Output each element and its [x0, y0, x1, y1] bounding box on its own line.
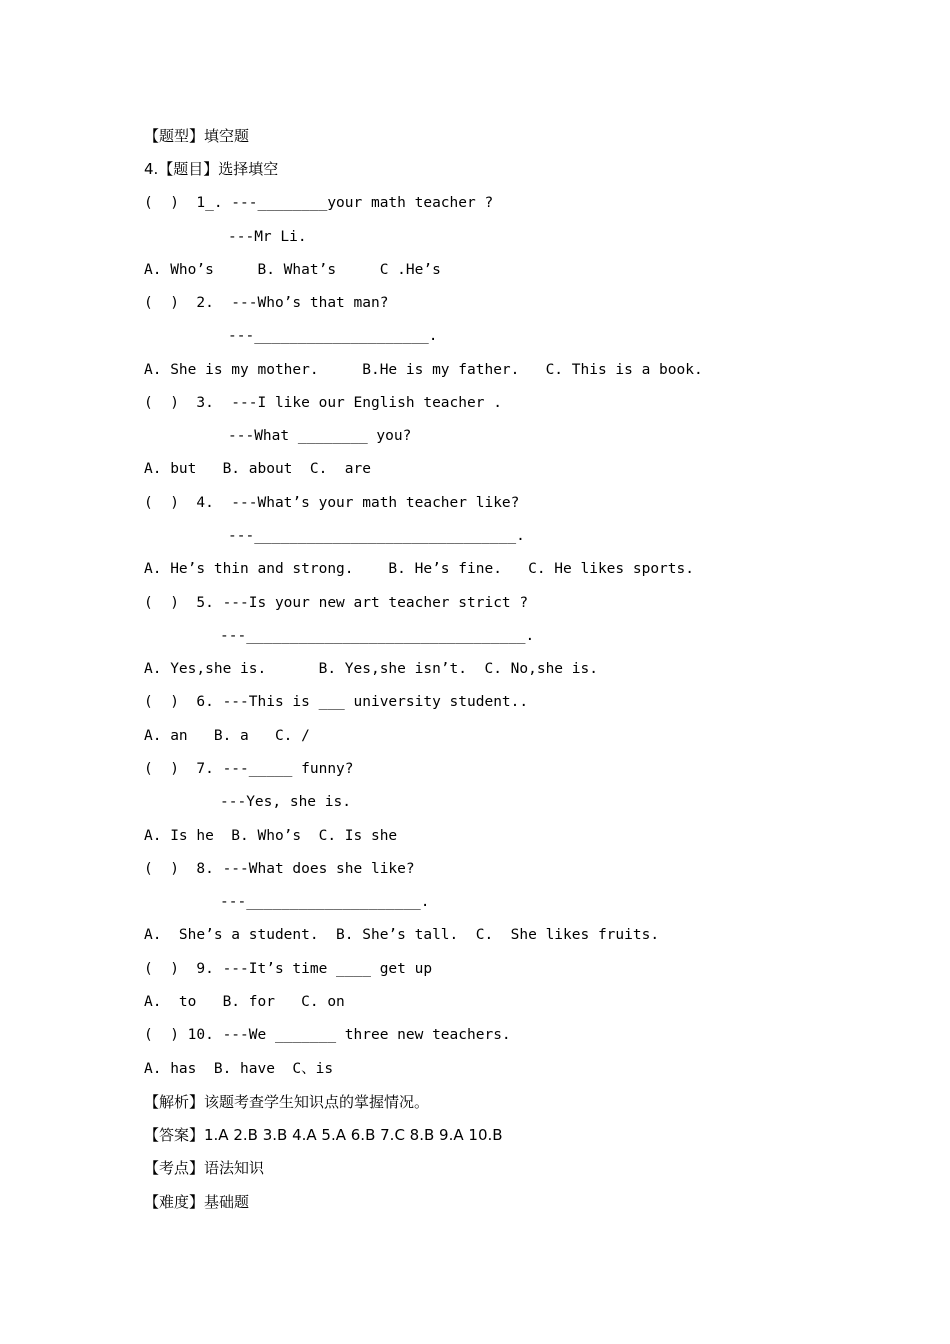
- question-3-reply: ---What ________ you?: [228, 428, 412, 444]
- question-3-options: A. but B. about C. are: [144, 461, 371, 477]
- question-4-stem: ( ) 4. ---What’s your math teacher like?: [144, 495, 520, 511]
- question-2-reply: ---____________________.: [228, 328, 438, 344]
- answer-line: 【答案】1.A 2.B 3.B 4.A 5.A 6.B 7.C 8.B 9.A 10.B: [144, 1126, 503, 1144]
- difficulty-line: 【难度】基础题: [144, 1193, 250, 1211]
- question-7-reply: ---Yes, she is.: [220, 794, 351, 810]
- question-5-options: A. Yes,she is. B. Yes,she isn’t. C. No,she is.: [144, 661, 598, 677]
- question-4-options: A. He’s thin and strong. B. He’s fine. C. He likes sports.: [144, 561, 694, 577]
- question-8-reply: ---____________________.: [220, 894, 430, 910]
- question-2-stem: ( ) 2. ---Who’s that man?: [144, 295, 389, 311]
- question-9-options: A. to B. for C. on: [144, 994, 345, 1010]
- question-5-stem: ( ) 5. ---Is your new art teacher strict ?: [144, 595, 529, 611]
- question-1-options: A. Who’s B. What’s C .He’s: [144, 262, 441, 278]
- question-type-line: 【题型】填空题: [144, 127, 250, 145]
- knowledge-point-line: 【考点】语法知识: [144, 1159, 265, 1177]
- question-10-options: A. has B. have C、is: [144, 1061, 334, 1077]
- question-4-reply: ---______________________________.: [228, 528, 525, 544]
- question-7-options: A. Is he B. Who’s C. Is she: [144, 828, 398, 844]
- question-2-options: A. She is my mother. B.He is my father. C. This is a book.: [144, 362, 703, 378]
- question-8-stem: ( ) 8. ---What does she like?: [144, 861, 415, 877]
- question-1-reply: ---Mr Li.: [228, 229, 307, 245]
- question-1-stem: ( ) 1_. ---________your math teacher ?: [144, 195, 494, 211]
- question-9-stem: ( ) 9. ---It’s time ____ get up: [144, 961, 433, 977]
- question-8-options: A. She’s a student. B. She’s tall. C. She likes fruits.: [144, 927, 660, 943]
- question-3-stem: ( ) 3. ---I like our English teacher .: [144, 395, 502, 411]
- question-10-stem: ( ) 10. ---We _______ three new teachers.: [144, 1027, 511, 1043]
- question-7-stem: ( ) 7. ---_____ funny?: [144, 761, 354, 777]
- question-6-options: A. an B. a C. /: [144, 728, 310, 744]
- analysis-line: 【解析】该题考查学生知识点的掌握情况。: [144, 1093, 430, 1111]
- question-5-reply: ---________________________________.: [220, 628, 535, 644]
- question-6-stem: ( ) 6. ---This is ___ university student..: [144, 694, 529, 710]
- question-topic-line: 4.【题目】选择填空: [144, 160, 279, 178]
